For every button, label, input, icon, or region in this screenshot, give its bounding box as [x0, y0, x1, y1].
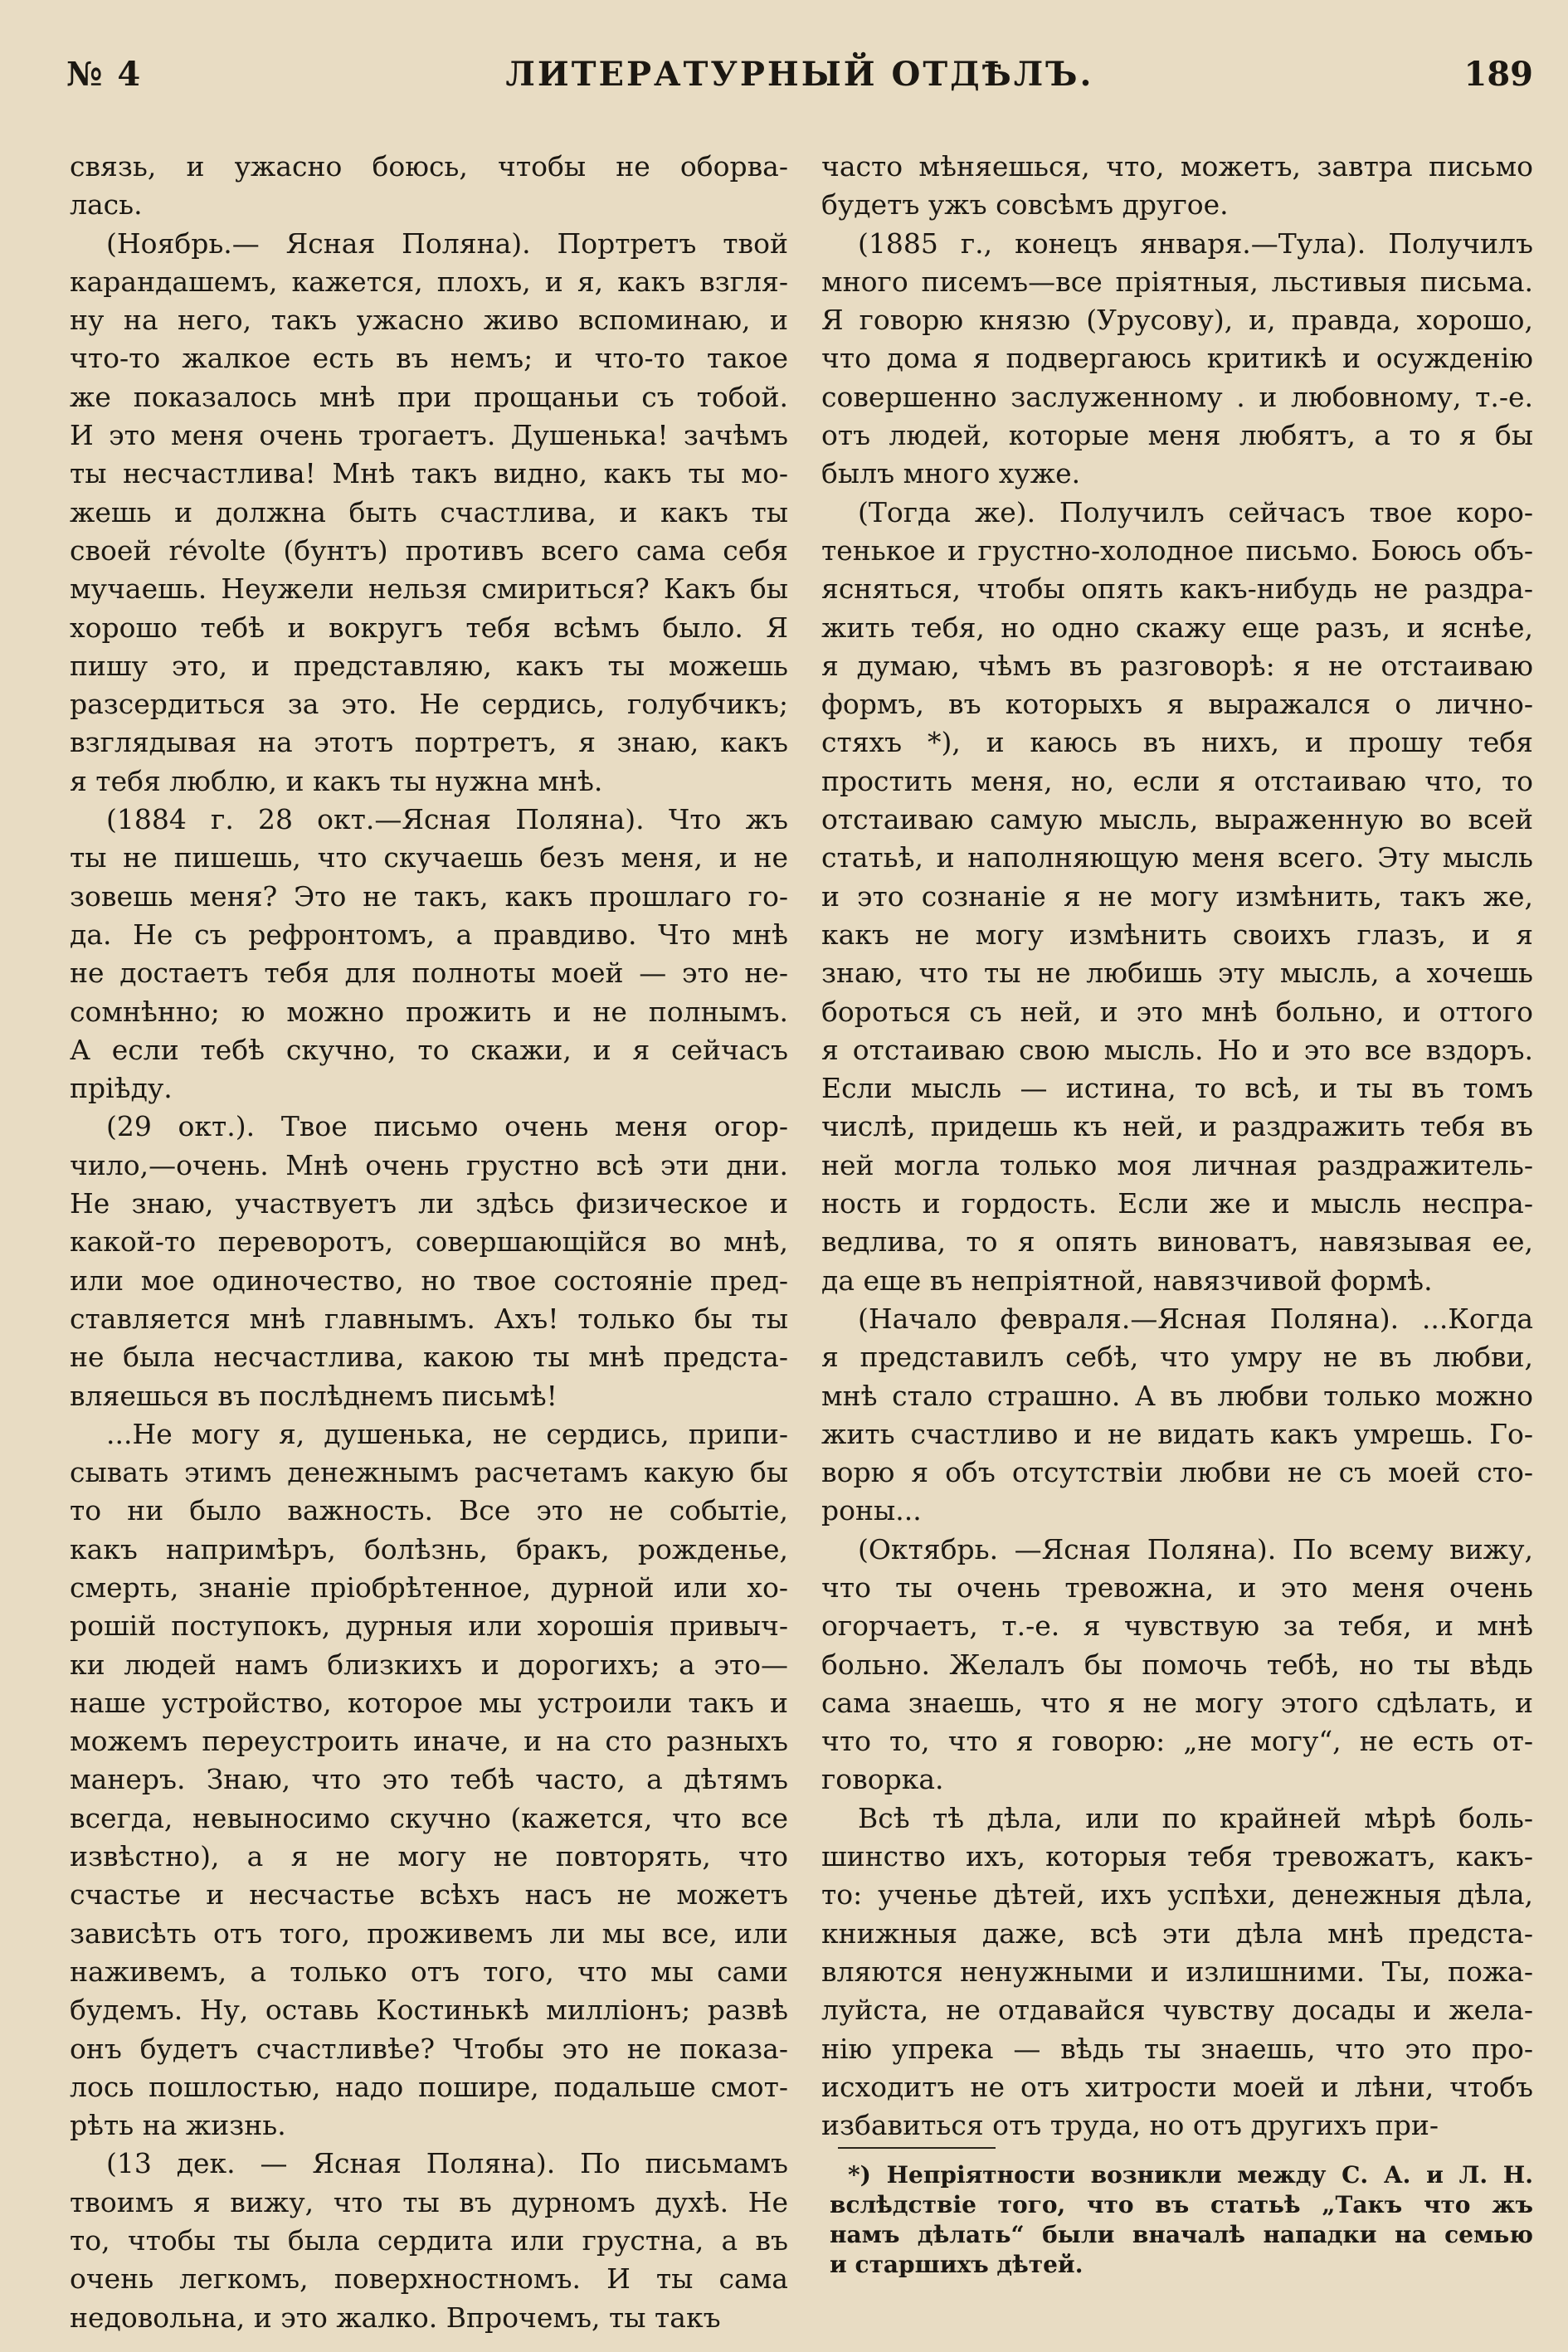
text-line: наше устройство, которое мы устроили такъ и — [70, 1686, 788, 1719]
text-line: намъ дѣлать“ были вначалѣ нападки на семью — [830, 2221, 1533, 2248]
text-line: я отстаиваю свою мысль. Но и это все вздоръ. — [821, 1033, 1533, 1066]
text-line: наживемъ, а только отъ того, что мы сами — [70, 1955, 788, 1988]
text-line: всегда, невыносимо скучно (кажется, что все — [70, 1801, 788, 1834]
text-line: или мое одиночество, но твое состояніе пред- — [70, 1264, 788, 1297]
text-line: очень легкомъ, поверхностномъ. И ты сама — [70, 2262, 788, 2296]
text-line: пишу это, и представляю, какъ ты можешь — [70, 649, 788, 682]
footnote — [830, 2160, 1533, 2280]
text-line: избавиться отъ труда, но отъ другихъ при- — [821, 2109, 1439, 2142]
text-line: твоимъ я вижу, что ты въ дурномъ духѣ. Не — [70, 2185, 788, 2218]
text-line: простить меня, но, если я отстаиваю что, то — [821, 764, 1533, 797]
text-line: я тебя люблю, и какъ ты нужна мнѣ. — [70, 764, 603, 797]
right-column — [821, 148, 1533, 2145]
section-title: ЛИТЕРАТУРНЫЙ ОТДѢЛЪ. — [505, 55, 1094, 94]
text-line: разсердиться за это. Не сердись, голубчикъ; — [70, 688, 788, 721]
text-line: будетъ ужъ совсѣмъ другое. — [821, 188, 1229, 222]
text-line: Если мысль — истина, то всѣ, и ты въ томъ — [821, 1072, 1533, 1105]
text-line: сомнѣнно; ю можно прожить и не полнымъ. — [70, 995, 788, 1028]
text-line: не достаетъ тебя для полноты моей — это не- — [70, 957, 788, 990]
text-line: исходитъ не отъ хитрости моей и лѣни, чтобъ — [821, 2070, 1533, 2103]
text-line: ки людей намъ близкихъ и дорогихъ; а это— — [70, 1648, 788, 1681]
issue-number: № 4 — [66, 55, 143, 94]
text-line: часто мѣняешься, что, можетъ, завтра письмо — [821, 150, 1533, 183]
text-line: ней могла только моя личная раздражитель- — [821, 1148, 1533, 1181]
text-line: лось пошлостью, надо пошире, подальше смот- — [70, 2070, 788, 2103]
left-column — [70, 148, 788, 2337]
text-line: же показалось мнѣ при прощаньи съ тобой. — [70, 380, 788, 413]
text-line: формъ, въ которыхъ я выражался о лично- — [821, 688, 1533, 721]
text-line: я представилъ себѣ, что умру не въ любви, — [821, 1341, 1533, 1374]
text-line: что дома я подвергаюсь критикѣ и осужденію — [821, 342, 1533, 375]
text-line: зовешь меня? Это не такъ, какъ прошлаго го- — [70, 879, 788, 913]
text-line: числѣ, придешь къ ней, и раздражить тебя въ — [821, 1110, 1533, 1143]
text-line: Я говорю князю (Урусову), и, правда, хорошо, — [821, 304, 1533, 337]
text-line: ставляется мнѣ главнымъ. Ахъ! только бы ты — [70, 1302, 788, 1335]
text-line: знаю, что ты не любишь эту мысль, а хочешь — [821, 957, 1533, 990]
text-line: ты не пишешь, что скучаешь безъ меня, и не — [70, 841, 788, 874]
text-line: то ни было важность. Все это не событіе, — [70, 1494, 788, 1527]
text-line: И это меня очень трогаетъ. Душенька! зачѣмъ — [70, 419, 788, 452]
text-line: пріѣду. — [70, 1072, 173, 1105]
text-line: и это сознаніе я не могу измѣнить, такъ же, — [821, 879, 1533, 913]
text-line: будемъ. Ну, оставь Костинькѣ милліонъ; развѣ — [70, 1994, 788, 2027]
text-line: *) Непріятности возникли между С. А. и Л. Н. — [848, 2161, 1533, 2189]
text-line: много писемъ—все пріятныя, льстивыя письма. — [821, 265, 1533, 298]
text-line: можемъ переустроить иначе, и на сто разныхъ — [70, 1725, 788, 1758]
text-line: ты несчастлива! Мнѣ такъ видно, какъ ты мо- — [70, 457, 788, 490]
text-line: лась. — [70, 188, 143, 222]
text-line: шинство ихъ, которыя тебя тревожатъ, какъ- — [821, 1840, 1533, 1873]
footnote-divider — [838, 2147, 996, 2149]
text-line: я думаю, чѣмъ въ разговорѣ: я не отстаиваю — [821, 649, 1533, 682]
text-line: совершенно заслуженному . и любовному, т.-е. — [821, 380, 1533, 413]
text-line: ясняться, чтобы опять какъ-нибудь не раздра- — [821, 572, 1533, 606]
text-line: ...Не могу я, душенька, не сердись, припи- — [106, 1417, 788, 1450]
text-line: тенькое и грустно-холодное письмо. Боюсь объ- — [821, 533, 1533, 567]
text-line: ну на него, такъ ужасно живо вспоминаю, и — [70, 304, 788, 337]
text-line: и старшихъ дѣтей. — [830, 2251, 1083, 2278]
text-line: нію упрека — вѣдь ты знаешь, что это про- — [821, 2032, 1533, 2065]
text-line: ворю я объ отсутствіи любви не съ моей сто- — [821, 1456, 1533, 1489]
text-line: да еще въ непріятной, навязчивой формѣ. — [821, 1264, 1433, 1297]
text-line: что то, что я говорю: „не могу“, не есть от- — [821, 1725, 1533, 1758]
text-line: сама знаешь, что я не могу этого сдѣлать, и — [821, 1686, 1533, 1719]
text-line: отстаиваю самую мысль, выраженную во всей — [821, 803, 1533, 836]
text-line: взглядывая на этотъ портретъ, я знаю, какъ — [70, 726, 788, 759]
text-line: ность и гордость. Если же и мысль неспра- — [821, 1187, 1533, 1220]
text-line: рѣть на жизнь. — [70, 2109, 286, 2142]
text-line: сывать этимъ денежнымъ расчетамъ какую бы — [70, 1456, 788, 1489]
text-line: рошій поступокъ, дурныя или хорошія привыч- — [70, 1609, 788, 1643]
text-line: (Начало февраля.—Ясная Поляна). ...Когда — [858, 1302, 1533, 1335]
text-line: извѣстно), а я не могу не повторять, что — [70, 1840, 788, 1873]
text-line: манеръ. Знаю, что это тебѣ часто, а дѣтямъ — [70, 1763, 788, 1796]
text-line: какъ не могу измѣнить своихъ глазъ, и я — [821, 918, 1533, 951]
text-line: вслѣдствіе того, что въ статьѣ „Такъ что жъ — [830, 2191, 1533, 2218]
text-line: зависѣть отъ того, проживемъ ли мы все, или — [70, 1916, 788, 1950]
text-line: карандашемъ, кажется, плохъ, и я, какъ взгля- — [70, 265, 788, 298]
text-line: стяхъ *), и каюсь въ нихъ, и прошу тебя — [821, 726, 1533, 759]
text-line: да. Не съ рефронтомъ, а правдиво. Что мнѣ — [70, 918, 788, 951]
text-line: (Ноябрь.— Ясная Поляна). Портретъ твой — [106, 226, 788, 260]
text-line: онъ будетъ счастливѣе? Чтобы это не показа- — [70, 2032, 788, 2065]
text-line: Не знаю, участвуетъ ли здѣсь физическое и — [70, 1187, 788, 1220]
text-line: связь, и ужасно боюсь, чтобы не оборва- — [70, 150, 788, 183]
text-line: бороться съ ней, и это мнѣ больно, и оттого — [821, 995, 1533, 1028]
text-line: недовольна, и это жалко. Впрочемъ, ты такъ — [70, 2301, 721, 2334]
text-line: роны... — [821, 1494, 922, 1527]
text-line: жить тебя, но одно скажу еще разъ, и яснѣе, — [821, 611, 1533, 644]
text-line: (Октябрь. —Ясная Поляна). По всему вижу, — [858, 1532, 1533, 1566]
text-line: смерть, знаніе пріобрѣтенное, дурной или хо- — [70, 1570, 788, 1604]
text-line: былъ много хуже. — [821, 457, 1081, 490]
text-line: (1885 г., конецъ января.—Тула). Получилъ — [858, 226, 1533, 260]
page-number: 189 — [1463, 55, 1533, 94]
text-line: счастье и несчастье всѣхъ насъ не можетъ — [70, 1878, 788, 1911]
text-line: говорка. — [821, 1763, 944, 1796]
text-line: статьѣ, и наполняющую меня всего. Эту мысль — [821, 841, 1533, 874]
text-line: чило,—очень. Мнѣ очень грустно всѣ эти дни. — [70, 1148, 788, 1181]
text-line: хорошо тебѣ и вокругъ тебя всѣмъ было. Я — [70, 611, 788, 644]
text-line: что ты очень тревожна, и это меня очень — [821, 1570, 1533, 1604]
text-line: (29 окт.). Твое письмо очень меня огор- — [106, 1110, 788, 1143]
text-line: то: ученье дѣтей, ихъ успѣхи, денежныя дѣла, — [821, 1878, 1533, 1911]
page-header — [66, 55, 1533, 113]
text-line: то, чтобы ты была сердита или грустна, а въ — [70, 2224, 788, 2257]
text-line: мнѣ стало страшно. А въ любви только можно — [821, 1379, 1533, 1412]
text-line: не была несчастлива, какою ты мнѣ предста- — [70, 1341, 788, 1374]
text-line: вляешься въ послѣднемъ письмѣ! — [70, 1379, 558, 1412]
text-line: ведлива, то я опять виноватъ, навязывая ее, — [821, 1225, 1533, 1259]
text-line: (13 дек. — Ясная Поляна). По письмамъ — [106, 2147, 788, 2180]
text-line: отъ людей, которые меня любятъ, а то я бы — [821, 419, 1533, 452]
text-line: мучаешь. Неужели нельзя смириться? Какъ бы — [70, 572, 788, 606]
text-line: книжныя даже, всѣ эти дѣла мнѣ предста- — [821, 1916, 1533, 1950]
text-line: больно. Желалъ бы помочь тебѣ, но ты вѣдь — [821, 1648, 1533, 1681]
text-line: (1884 г. 28 окт.—Ясная Поляна). Что жъ — [106, 803, 788, 836]
text-line: А если тебѣ скучно, то скажи, и я сейчасъ — [70, 1033, 788, 1066]
text-line: луйста, не отдавайся чувству досады и жела- — [821, 1994, 1533, 2027]
text-line: вляются ненужными и излишними. Ты, пожа- — [821, 1955, 1533, 1988]
text-line: (Тогда же). Получилъ сейчасъ твое коро- — [858, 495, 1533, 528]
text-line: что-то жалкое есть въ немъ; и что-то такое — [70, 342, 788, 375]
text-line: жить счастливо и не видать какъ умрешь. Го- — [821, 1417, 1533, 1450]
text-line: какой-то переворотъ, совершающійся во мнѣ, — [70, 1225, 788, 1259]
text-line: огорчаетъ, т.-е. я чувствую за тебя, и мнѣ — [821, 1609, 1533, 1643]
text-line: своей révolte (бунтъ) противъ всего сама себя — [70, 533, 788, 567]
text-line: жешь и должна быть счастлива, и какъ ты — [70, 495, 788, 528]
text-line: какъ напримѣръ, болѣзнь, бракъ, рожденье, — [70, 1532, 788, 1566]
text-line: Всѣ тѣ дѣла, или по крайней мѣрѣ боль- — [858, 1801, 1533, 1834]
